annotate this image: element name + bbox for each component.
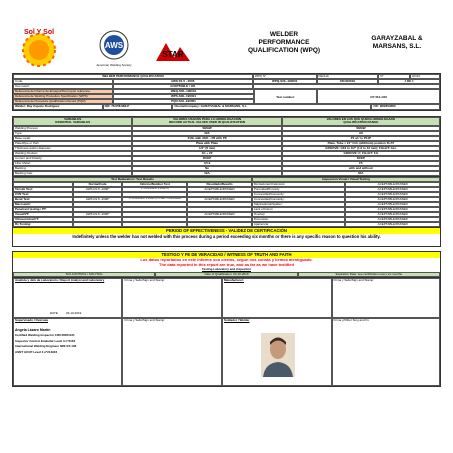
analyst-label: Analista y Jefe de Laboratorio / Report Analyst and Laboratory (15, 278, 105, 282)
visual-value: ACEPTABLE/PASSED (345, 207, 440, 212)
variable-actual: N/A (132, 131, 281, 136)
document-header (12, 23, 441, 73)
solysol-logo (16, 24, 62, 72)
visual-testing-banner: Inspección Visual / Visual Testing (252, 177, 440, 182)
variable-actual: 316L with 316L - P8 with P8 (132, 136, 281, 141)
wpq-no-value: WPQ-SOL-190001 (253, 79, 317, 84)
certification-item: Certified Welding Inspector CWI 06051131 (15, 333, 75, 338)
aws-logo (94, 29, 134, 73)
test-code: AWS D1.5- 2006* (73, 187, 123, 192)
test-result (187, 222, 252, 227)
variable-actual: DCEP (132, 156, 281, 161)
visual-value: ACEPTABLE/PASSED (345, 202, 440, 207)
ref-report-value: WEQ-SOL-190001 (113, 89, 254, 94)
client-cif: CIF: B82304283 (371, 104, 440, 110)
date-label-bottom: DATE (50, 310, 58, 315)
supervisor-label: Supervisado / Oversaw (15, 318, 49, 322)
client-name: Cliente/Company: GARAYZABAL & MARSANS, S.L. (172, 104, 371, 110)
variable-actual: Plate with Plate (132, 141, 281, 146)
test-name: Visual/VT: (13, 212, 73, 217)
variable-row (13, 171, 440, 176)
performance-block (12, 73, 441, 111)
variable-range: GROOVE: 1/16 to 1/2" (1.6 to 12 mm); FILLET: ALL (282, 146, 440, 151)
test-name: Penetrant testing / PT: (13, 207, 73, 212)
aws-caption: American Welding Society (96, 63, 132, 67)
visual-label-0: Mordeduras/Undercuts: (252, 182, 346, 187)
witness-block (12, 251, 441, 278)
visual-label: Dimensión: (252, 217, 346, 222)
visual-value: ACEPTABLE/PASSED (345, 197, 440, 202)
visual-value: ACEPTABLE/PASSED (345, 222, 440, 227)
ref-report-label: Referencia de Informe de Ensayos/Test report reference: (13, 89, 113, 94)
visual-label: Convexidad/Convexity: (252, 192, 346, 197)
variable-range: All (282, 131, 440, 136)
variable-actual: SMAW (132, 126, 281, 131)
ref-pqr-value: PQR-SOL-190001 (113, 99, 254, 104)
variable-name: Current and Polarity: (13, 156, 132, 161)
variable-name: Thickness and/or diameter: (13, 146, 132, 151)
certification-item: International Welding Engineer IWE ES 196 (15, 344, 77, 349)
manufacturer-label: Manufacturer: (224, 278, 245, 282)
ref-pqr-label: Referencia de Procedure Qualification Record (PQR): (13, 99, 113, 104)
visual-label: Porosidad/Porosity: (252, 187, 346, 192)
document-title: WELDER PERFORMANCE QUALIFICATION (WPQ) (247, 31, 321, 55)
test-result: ACEPTABLE/PASSED (187, 212, 252, 217)
validity-block (12, 228, 441, 247)
test-name: Macroetch: (13, 202, 73, 207)
variable-range: N/A (282, 171, 440, 176)
variable-name: Welding Position: (13, 151, 132, 156)
welder-sign: Firma y/Other Sing and fin: (332, 318, 440, 386)
test-number-value: CP 310+310 (317, 89, 440, 104)
lab-label: Testing Laboratory and inspection (202, 267, 251, 271)
welder-photo (261, 333, 295, 377)
wpq-sheet (12, 23, 441, 387)
test-code: AWS D1.5- 2006* (73, 212, 123, 217)
performance-banner: WELDER PERFORMANCE QUALIFICATION (13, 74, 253, 79)
variable-name: Base metal: (13, 136, 132, 141)
visual-value: ACEPTABLE/PASSED (345, 187, 440, 192)
certification-item: ASNT ACCP Level 3 nº214916 (15, 349, 58, 354)
date-label: FECHA (317, 74, 379, 79)
variable-name: Welding Process: (13, 126, 132, 131)
star-text: STAR (162, 50, 184, 59)
visual-label: Overlap: (252, 212, 346, 217)
company-name: GARAYZABAL & MARSANS, S.L. (371, 35, 423, 51)
test-result: ACEPTABLE/PASSED (187, 187, 252, 192)
variable-range: Plate, Tube > 24" O.D. (≥610mm) position FLAT (282, 141, 440, 146)
variable-name: Backing Gas: (13, 171, 132, 176)
welder-name: Welder: Ray Cajuste Rodriguez (13, 104, 103, 110)
variable-range: SMAW (282, 126, 440, 131)
signature-block (12, 278, 441, 387)
var-header-essential: VARIABLES ESSENTIAL VARIABLES (13, 117, 132, 126)
test-report: LT-2019/50389/1 (LS0987/1) / 4 Side + 4 Face Bends (122, 197, 187, 202)
variable-range: F5 (282, 161, 440, 166)
star-logo (152, 37, 194, 67)
validity-text: Indefinitely unless the welder has not welded with this process during a period exceeding six months or there is any specific reason to question his ability. (72, 234, 381, 239)
test-row (13, 222, 440, 227)
supervisor-name: Angela Lázaro Martín (15, 328, 51, 333)
variable-actual: 1/4" (6 mm) (132, 146, 281, 151)
variable-name: Filler Metal: (13, 161, 132, 166)
test-results-banner: Test Realization / Test Results (13, 177, 252, 182)
date-value-bottom: 03-10-2019 (66, 310, 82, 315)
code-label: Code: (13, 79, 113, 84)
analyst-sign: Firma y Sello/Sign and Stamp: (122, 278, 222, 318)
visual-label: Salpicaduras/Spatter: (252, 202, 346, 207)
witness-text-en: The data reported in this report are true, and as far as we have testified (159, 262, 294, 267)
visual-label: Lack of fusion: (252, 207, 346, 212)
test-name: Ultrasonidos/UT: (13, 217, 73, 222)
visual-value: ACEPTABLE/PASSED (345, 217, 440, 222)
certification-item: Inspector Control Estándar Level 3 nº2153 (15, 338, 76, 343)
col-report: Informe/Number Test (122, 182, 187, 187)
test-result: ACEPTABLE/PASSED (187, 197, 252, 202)
test-name: Tensile Test: (13, 187, 73, 192)
code-value: AWS D1.5 - 2006 (113, 79, 253, 84)
test-name: Bend Test: (13, 197, 73, 202)
variable-name: Plate/Pipe or Part: (13, 141, 132, 146)
result-value: ACEPTABLE / OK (113, 84, 253, 89)
test-report: LT-2019/50389/1 (LS0987/1) (122, 187, 187, 192)
variable-actual: A5.9 (132, 161, 281, 166)
variable-range: P1 al / to P11P (282, 136, 440, 141)
ref-wps-value: WPS-SOL-190001 (113, 94, 254, 99)
validity-banner: PERIOD OF EFFECTIVENESS - VALIDEZ DE CERTIFICACIÓN (13, 228, 440, 234)
variable-range: with and without (282, 166, 440, 171)
variable-name: Type: (13, 131, 132, 136)
result-label: Test result: (13, 84, 113, 89)
test-code: AWS D1.5- 2006* (73, 197, 123, 202)
visual-label: Apariencia: (252, 222, 346, 227)
ref-wps-label: Referencia de Welding Procedure Specification (WPS): (13, 94, 113, 99)
variable-range: GROOVE: F; FILLET: F,H (282, 151, 440, 156)
solysol-name: Sol Y Sol (23, 29, 55, 36)
wpq-no-label: WPQ Nº (253, 74, 317, 79)
test-name: Rx Testing: (13, 222, 73, 227)
results-block (12, 177, 441, 228)
certifications-list (15, 334, 120, 354)
var-header-range: VALORES EN LOS QUE QUEDA HOMOLOGADO QUALIFICATION RANGE (282, 117, 440, 126)
sheet-label: HOJA (410, 74, 440, 79)
welder-nif: NIF: 76.058.982-P (103, 104, 173, 110)
aws-text: AWS (104, 41, 124, 50)
sheet-value: 1 DE 1 (378, 79, 440, 84)
witness-banner: TESTIGO Y FE DE VERACIDAD / WITNESS OF TRUTH AND FAITH (13, 252, 440, 258)
qualification-date: Date of Qualification: 03-10-2019 (155, 272, 297, 277)
supervisor-sign: Firma y Sello/Sign and Stamp: (122, 318, 222, 386)
test-code (73, 222, 123, 227)
manufacturer-sign: Firma y Sello/Sign and Stamp: (332, 278, 440, 318)
test-name: CVN Test: (13, 192, 73, 197)
welder-label: Soldador / Welder (224, 318, 250, 322)
number-label: Nº (378, 74, 410, 79)
expiration-date: Expiration Date: see certification every six months (298, 272, 440, 277)
visual-value: ACEPTABLE/PASSED (345, 192, 440, 197)
var-header-actual: VALORES USADOS PARA LA HOMOLOGACIÓN RECORD ACTUAL VALUES USED IN QUALIFICATION (132, 117, 281, 126)
variable-range: DCEP (282, 156, 440, 161)
visual-value: ACEPTABLE/PASSED (345, 212, 440, 217)
test-report (122, 222, 187, 227)
col-code: Norma/Code (73, 182, 123, 187)
visual-label: Concavidad/Concavity: (252, 197, 346, 202)
lab-name: SOI-CONTROL / SOLYSOL (13, 272, 155, 277)
visual-value-0: ACEPTABLE/PASSED (345, 182, 440, 187)
variable-actual: N/A (132, 171, 281, 176)
variable-actual: 1G + 2F (132, 151, 281, 156)
test-number-label: Test number: (254, 89, 317, 104)
variable-actual: No (132, 166, 281, 171)
witness-text-es: Los datos reportados en este informe son ciertos, según nos consta y hemos atestiguado. (140, 257, 313, 262)
variable-name: Backing: (13, 166, 132, 171)
col-result: Resultado/Results (187, 182, 252, 187)
variables-table (12, 116, 441, 177)
date-value: 03/10/2019 (317, 79, 379, 84)
